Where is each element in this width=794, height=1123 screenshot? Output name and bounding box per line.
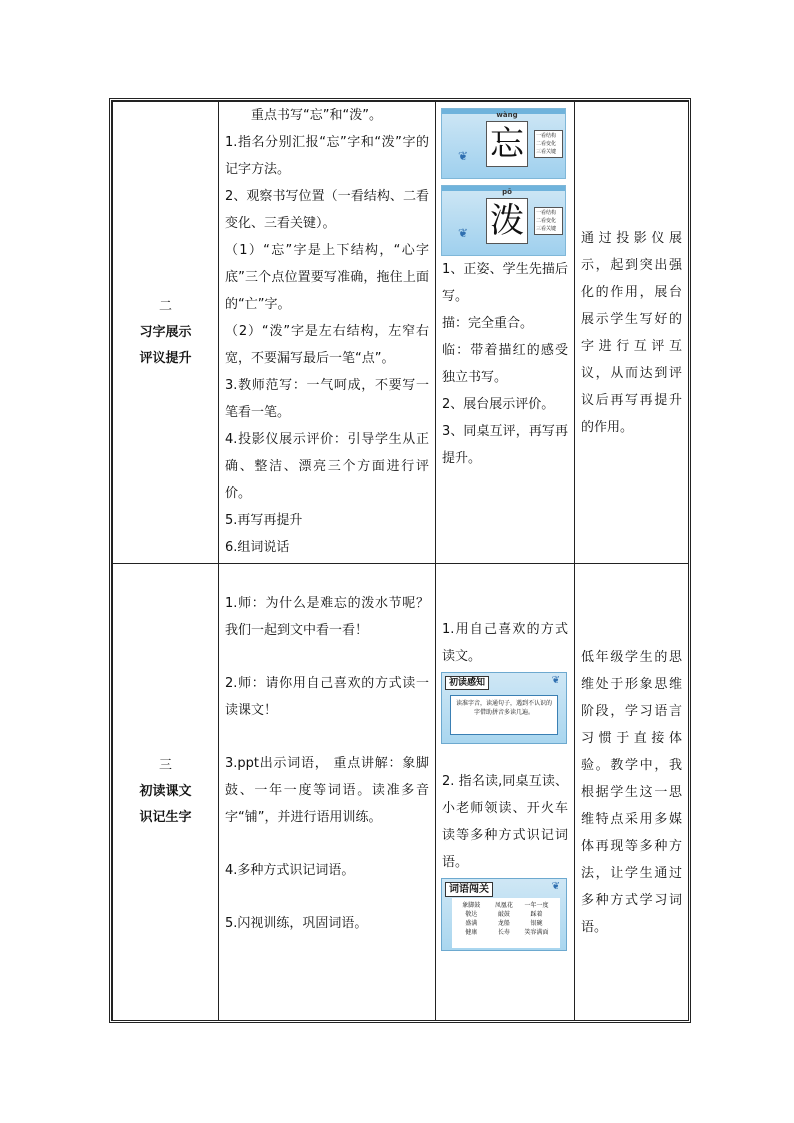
stage-number: 三 xyxy=(158,758,172,773)
note-line: 三看关键 xyxy=(536,226,557,232)
word: 踩着 xyxy=(530,911,543,918)
student-step: 3、同桌互评，再写再提升。 xyxy=(442,424,568,466)
word: 健康 xyxy=(465,929,478,936)
design-intent-cell xyxy=(575,564,689,1021)
word: 象脚鼓 xyxy=(462,902,481,909)
spacer xyxy=(219,831,435,857)
spacer xyxy=(219,884,435,910)
bird-icon: ❦ xyxy=(458,226,469,240)
student-activity-cell xyxy=(436,564,575,1021)
character: 忘 xyxy=(490,124,524,164)
bird-icon: ❦ xyxy=(458,149,469,163)
design-intent: 低年级学生的思维处于形象思维阶段，学习语言习惯于直接体验。教学中，我根据学生这一思维特点采用多媒体再现等多种方法，让学生通过多种方式学习词语。 xyxy=(581,649,682,935)
slide-title: 初读感知 xyxy=(445,676,489,690)
note-line: 一看结构 xyxy=(536,133,557,139)
teacher-activity-cell xyxy=(219,102,436,564)
character-box xyxy=(486,198,528,244)
pinyin-label: wàng xyxy=(496,111,518,119)
stage-number: 二 xyxy=(158,298,172,314)
spacer xyxy=(219,564,435,590)
spacer xyxy=(436,748,574,768)
word: 凤凰花 xyxy=(494,902,513,909)
word: 盛满 xyxy=(465,920,478,927)
slide-content: 读准字音，读通句子，遇到不认识的字借助拼音多读几遍。 xyxy=(450,695,558,735)
stage-cell xyxy=(113,102,219,564)
teacher-step: （2）“泼”字是左右结构，左窄右宽，不要漏写最后一笔“点”。 xyxy=(225,324,429,366)
note-line: 一看结构 xyxy=(536,210,557,216)
word: 龙船 xyxy=(497,920,510,927)
student-step: 描：完全重合。 xyxy=(442,316,534,331)
teacher-step: 重点书写“忘”和“泼”。 xyxy=(251,108,382,123)
spacer xyxy=(219,724,435,750)
lesson-table-frame xyxy=(109,98,691,1023)
stage-title: 初读课文 xyxy=(139,784,192,799)
student-step: 1、正姿、学生先描后写。 xyxy=(442,262,568,304)
table-row xyxy=(113,102,689,564)
teacher-step: 2.师：请你用自己喜欢的方式读一读课文！ xyxy=(225,676,429,718)
character-slide-po xyxy=(441,185,566,256)
table-row xyxy=(113,564,689,1021)
pinyin-label: pō xyxy=(502,188,512,196)
student-step: 2、展台展示评价。 xyxy=(442,397,555,412)
stage-cell xyxy=(113,564,219,1021)
teacher-step: 6.组词说话 xyxy=(225,540,290,555)
teacher-step: 3.教师范写：一气呵成，不要写一笔看一笔。 xyxy=(225,378,429,420)
stage-title: 习字展示 xyxy=(139,324,192,340)
teacher-step: 2、观察书写位置（一看结构、二看变化、三看关键）。 xyxy=(225,189,429,231)
slide-notes xyxy=(534,130,563,158)
word: 长寿 xyxy=(497,929,510,936)
note-line: 二看变化 xyxy=(536,141,557,147)
teacher-step: （1）“忘”字是上下结构，“心字底”三个点位置要写准确，拖住上面的“亡”字。 xyxy=(225,243,429,312)
word: 敲鼓 xyxy=(497,911,510,918)
lesson-plan-table xyxy=(112,101,689,1021)
teacher-step: 1.师：为什么是难忘的泼水节呢？我们一起到文中看一看！ xyxy=(225,596,429,638)
bird-icon: ❦ xyxy=(551,881,560,892)
teacher-step: 4.多种方式识记词语。 xyxy=(225,863,355,878)
student-step: 1.用自己喜欢的方式读文。 xyxy=(442,622,568,664)
stage-title: 评议提升 xyxy=(139,350,192,366)
character-box xyxy=(486,121,528,167)
stage-title: 识记生字 xyxy=(139,810,192,825)
word: 一年一度 xyxy=(524,902,549,909)
reading-slide xyxy=(441,672,567,744)
note-line: 二看变化 xyxy=(536,218,557,224)
character: 泼 xyxy=(490,201,524,241)
design-intent-cell xyxy=(575,102,689,564)
teacher-step: 4.投影仪展示评价：引导学生从正确、整洁、漂亮三个方面进行评价。 xyxy=(225,432,429,501)
word: 敬达 xyxy=(465,911,478,918)
teacher-step: 5.再写再提升 xyxy=(225,513,303,528)
student-step: 2. 指名读,同桌互读、小老师领读、开火车读等多种方式识记词语。 xyxy=(442,774,568,870)
teacher-activity-cell xyxy=(219,564,436,1021)
teacher-step: 3.ppt出示词语， 重点讲解：象脚鼓、一年一度等词语。读准多音字“铺”，并进行语用训练。 xyxy=(225,756,429,825)
teacher-step: 5.闪视训练，巩固词语。 xyxy=(225,916,368,931)
word: 银碗 xyxy=(530,920,543,927)
word-list xyxy=(452,898,560,948)
character-slide-wang xyxy=(441,108,566,179)
student-step: 临：带着描红的感受独立书写。 xyxy=(442,343,568,385)
teacher-step: 1.指名分别汇报“忘”字和“泼”字的记字方法。 xyxy=(225,135,429,177)
bird-icon: ❦ xyxy=(551,675,560,686)
slide-title: 词语闯关 xyxy=(445,882,493,897)
design-intent: 通过投影仪展示，起到突出强化的作用，展台展示学生写好的字进行互评互议，从而达到评议后再写再提升的作用。 xyxy=(581,230,682,435)
vocabulary-slide xyxy=(441,878,567,951)
slide-notes xyxy=(534,207,563,235)
spacer xyxy=(219,644,435,670)
student-activity-cell xyxy=(436,102,575,564)
word: 笑容满面 xyxy=(524,929,549,936)
note-line: 三看关键 xyxy=(536,149,557,155)
spacer xyxy=(436,564,574,616)
